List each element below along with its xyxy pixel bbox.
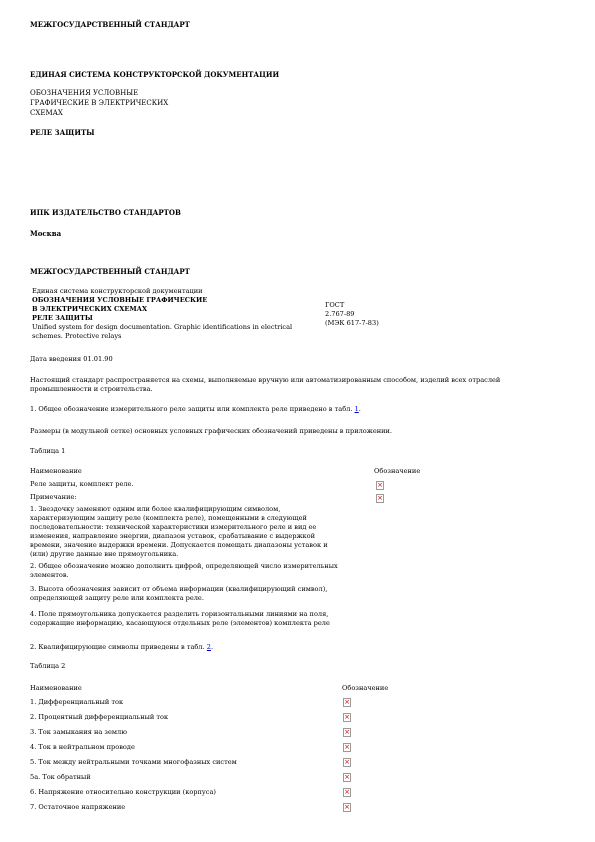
table-1-note-line: (или) другие данные вне прямоугольника.: [30, 550, 179, 558]
table-1-note-line: 4. Поле прямоугольника допускается разделить горизонтальными линиями на поля,: [30, 610, 329, 618]
table-1-note-line: последовательности: технической характеристики измерительного реле и вид ее: [30, 523, 317, 531]
table-2-header-symbol: Обозначение: [342, 684, 389, 692]
table-1-note-line: 1. Звездочку заменяют одним или более квалифицирующим символом,: [30, 505, 281, 513]
broken-image-icon: ×: [344, 758, 350, 766]
table-1-note-line: элементов.: [30, 571, 69, 579]
paragraph-2: Размеры (в модульной сетке) основных условных графических обозначений приведены в приложении.: [30, 427, 393, 435]
table-2-row: 2. Процентный дифференциальный ток: [30, 713, 169, 721]
table-1-link[interactable]: 1: [354, 405, 359, 413]
broken-image-icon: ×: [344, 803, 350, 811]
table-2-link[interactable]: 2: [206, 643, 211, 651]
table-2-row: 7. Остаточное напряжение: [30, 803, 126, 811]
paragraph-1-text: 1. Общее обозначение измерительного реле защиты или комплекта реле приведено в табл.: [30, 405, 355, 413]
paragraph-1-end: .: [358, 405, 361, 413]
paragraph-3-text: 2. Квалифицирующие символы приведены в табл.: [30, 643, 207, 651]
broken-image-icon: ×: [344, 713, 350, 721]
broken-image-icon: ×: [344, 788, 350, 796]
table-1-label: Таблица 1: [30, 447, 66, 455]
standard-english-line-2: schemes. Protective relays: [32, 332, 122, 340]
cover-title-line-1: ОБОЗНАЧЕНИЯ УСЛОВНЫЕ: [30, 89, 139, 97]
standard-code-iec: (МЭК 617-7-83): [325, 319, 379, 327]
broken-image-icon: ×: [344, 728, 350, 736]
broken-image-icon: ×: [344, 773, 350, 781]
paragraph-3: [30, 643, 213, 652]
cover-title-line-2: ГРАФИЧЕСКИЕ В ЭЛЕКТРИЧЕСКИХ: [30, 99, 169, 107]
standard-title-line-4: РЕЛЕ ЗАЩИТЫ: [32, 314, 93, 322]
broken-image-icon: ×: [344, 698, 350, 706]
standard-header: МЕЖГОСУДАРСТВЕННЫЙ СТАНДАРТ: [30, 267, 190, 276]
broken-image-icon: ×: [377, 481, 383, 489]
table-2-row: 4. Ток в нейтральном проводе: [30, 743, 135, 751]
cover-system: ЕДИНАЯ СИСТЕМА КОНСТРУКТОРСКОЙ ДОКУМЕНТАЦИИ: [30, 70, 280, 79]
table-1-note-line: содержащие информацию, касающуюся отдельных реле (элементов) комплекта реле: [30, 619, 330, 627]
intro-line-1: Настоящий стандарт распространяется на схемы, выполняемые вручную или автоматизированным способом, изделий всех отраслей: [30, 376, 501, 384]
table-1-header-symbol: Обозначение: [374, 467, 421, 475]
cover-city: Москва: [30, 229, 62, 238]
table-2-row: 5а. Ток обратный: [30, 773, 91, 781]
standard-title-line-2: ОБОЗНАЧЕНИЯ УСЛОВНЫЕ ГРАФИЧЕСКИЕ: [32, 296, 208, 304]
intro-line-2: промышленности и строительства.: [30, 385, 153, 393]
paragraph-3-end: .: [210, 643, 214, 651]
table-1-note-line: 3. Высота обозначения зависит от объема информации (квалифицирующий символ),: [30, 585, 328, 593]
table-2-row: 6. Напряжение относительно конструкции (корпуса): [30, 788, 216, 796]
table-1-note-line: определяющей защиту реле или комплекта реле.: [30, 594, 204, 602]
table-1-note-line: изменения, направление энергии, диапазон уставок, срабатывание с выдержкой: [30, 532, 316, 540]
cover-title-line-3: СХЕМАХ: [30, 109, 63, 117]
standard-code-label: ГОСТ: [325, 301, 345, 309]
standard-english-line-1: Unified system for design documentation. Graphic identifications in electrical: [32, 323, 293, 331]
table-1-note-heading: Примечание:: [30, 493, 77, 501]
table-2-row: 5. Ток между нейтральными точками многофазных систем: [30, 758, 237, 766]
table-1-row-relay: Реле защиты, комплект реле.: [30, 480, 134, 488]
table-2-header-name: Наименование: [30, 684, 82, 692]
cover-subtitle: РЕЛЕ ЗАЩИТЫ: [30, 128, 95, 137]
broken-image-icon: ×: [344, 743, 350, 751]
cover-header: МЕЖГОСУДАРСТВЕННЫЙ СТАНДАРТ: [30, 20, 190, 29]
table-2-row: 1. Дифференциальный ток: [30, 698, 124, 706]
cover-publisher: ИПК ИЗДАТЕЛЬСТВО СТАНДАРТОВ: [30, 208, 181, 217]
standard-title-line-1: Единая система конструкторской документации: [32, 287, 203, 295]
table-1-note-line: времени, значение выдержки времени. Допускается помещать диапазоны уставок и: [30, 541, 328, 549]
table-1-note-line: характеризующим защиту реле (комплекта реле), помещенными в следующей: [30, 514, 307, 522]
table-2-label: Таблица 2: [30, 662, 66, 670]
table-1-note-line: 2. Общее обозначение можно дополнить цифрой, определяющей число измерительных: [30, 562, 338, 570]
standard-code-number: 2.767-89: [325, 310, 355, 318]
table-1-header-name: Наименование: [30, 467, 82, 475]
standard-title-line-3: В ЭЛЕКТРИЧЕСКИХ СХЕМАХ: [32, 305, 148, 313]
standard-date: Дата введения 01.01.90: [30, 355, 113, 363]
broken-image-icon: ×: [377, 494, 383, 502]
table-2-row: 3. Ток замыкания на землю: [30, 728, 127, 736]
paragraph-1: [30, 405, 361, 414]
